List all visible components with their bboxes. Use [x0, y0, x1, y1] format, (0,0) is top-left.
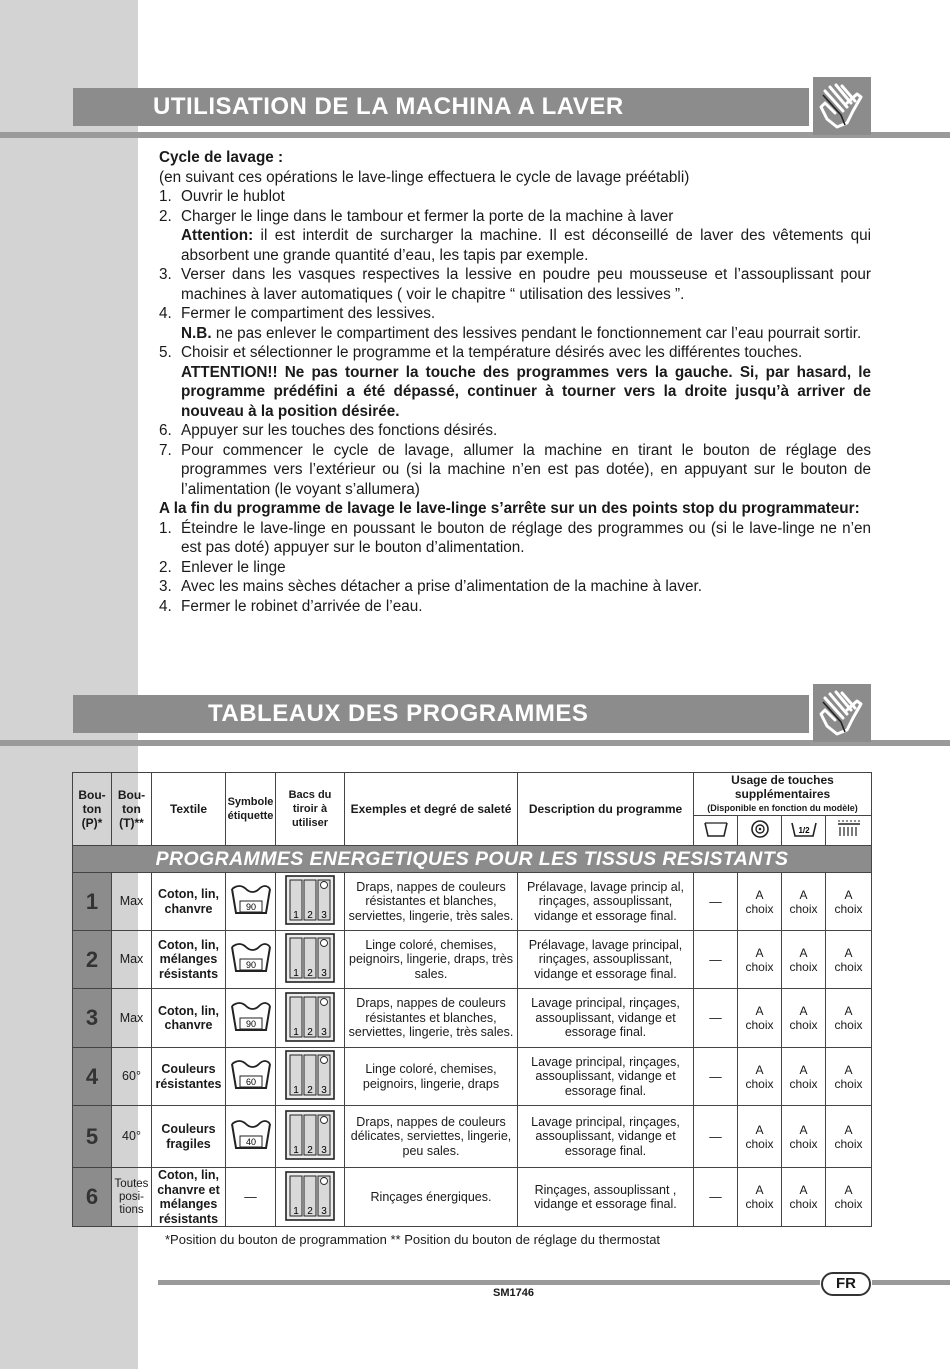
cycle-intro: (en suivant ces opérations le lave-linge effectuera le cycle de lavage préétabli)	[159, 168, 690, 186]
prewash-tub-icon	[694, 816, 738, 846]
detergent-tray-icon	[276, 873, 345, 931]
temperature-knob: Max	[112, 873, 152, 931]
footer-line	[872, 1280, 950, 1285]
textile-type: Coton, lin, chanvre	[152, 989, 226, 1048]
wash-temp-label: 60	[245, 1077, 256, 1087]
temperature-knob: Toutes posi-tions	[112, 1168, 152, 1227]
hand-icon	[813, 77, 871, 135]
programme-row	[73, 1106, 872, 1168]
detergent-tray-icon	[276, 931, 345, 989]
subtitle-cell: PROGRAMMES ENERGETIQUES POUR LES TISSUS RESISTANTS	[73, 846, 872, 873]
option-cell: A choix	[738, 873, 782, 931]
programme-description: Prélavage, lavage princip al, rinçages, assouplissant, vidange et essorage final.	[518, 873, 694, 931]
wash-temp-label: 90	[245, 960, 256, 970]
banner-underline	[0, 132, 950, 138]
wash-symbol-icon	[226, 1168, 276, 1227]
detergent-tray-icon	[276, 1048, 345, 1106]
section1-title: UTILISATION DE LA MACHINA A LAVER	[73, 88, 809, 126]
temperature-knob: Max	[112, 931, 152, 989]
textile-type: Coton, lin, mélanges résistants	[152, 931, 226, 989]
step: 6. Appuyer sur les touches des fonctions désirés.	[159, 422, 498, 439]
header-bouton-t: Bou-ton (T)**	[112, 773, 152, 846]
programme-description: Lavage principal, rinçages, assouplissant, vidange et essorage final.	[518, 1048, 694, 1106]
programme-row	[73, 1168, 872, 1227]
programme-table	[72, 772, 872, 1227]
dash-cell: —	[694, 1048, 738, 1106]
wash-temp-label: 90	[245, 902, 256, 912]
tray-label: 3	[321, 968, 327, 979]
tray-label: 1	[293, 968, 299, 979]
dash: —	[244, 1190, 257, 1204]
option-cell: A choix	[782, 1048, 826, 1106]
dash-cell: —	[694, 1168, 738, 1227]
end-heading: A la fin du programme de lavage le lave-linge s’arrête sur un des points stop du programmateur:	[159, 500, 860, 517]
examples: Rinçages énergiques.	[345, 1168, 518, 1227]
option-cell: A choix	[782, 1106, 826, 1168]
tray-label: 1	[293, 1085, 299, 1096]
end-step: 2. Enlever le linge	[159, 558, 286, 576]
end-step: 3. Avec les mains sèches détacher a prise d’alimentation de la machine à laver.	[159, 578, 702, 595]
option-cell: A choix	[826, 989, 872, 1048]
detergent-tray-icon	[276, 1106, 345, 1168]
header-usage	[694, 773, 872, 816]
detergent-tray-icon	[276, 989, 345, 1048]
wash-symbol-icon	[226, 989, 276, 1048]
wash-symbol-icon	[226, 873, 276, 931]
footer-line	[158, 1280, 820, 1285]
dash-cell: —	[694, 931, 738, 989]
programme-row	[73, 931, 872, 989]
textile-type: Coton, lin, chanvre et mélanges résistants	[152, 1168, 226, 1227]
step: 7. Pour commencer le cycle de lavage, allumer la machine en tirant le bouton de réglage des programmes vers l’extérieur ou (si la machine n’en est pas dotée), en appuyant sur le bouton de l’alimentation (le voyant s’allumera)	[159, 441, 871, 498]
textile-type: Couleurs fragiles	[152, 1106, 226, 1168]
cycle-heading: Cycle de lavage :	[159, 149, 284, 166]
wash-temp-label: 40	[245, 1137, 256, 1147]
usage-subtitle: (Disponible en fonction du modèle)	[707, 803, 858, 813]
programme-number: 2	[73, 931, 112, 989]
step: 2. Charger le linge dans le tambour et fermer la porte de la machine à laver Attention: il est interdit de surcharger la machine. Il est déconseillé de laver des vêtements qui absorbent une grande quantité d’eau, les tapis par exemple.	[159, 207, 871, 264]
option-cell: A choix	[738, 931, 782, 989]
half-load-icon	[782, 816, 826, 846]
textile-type: Coton, lin, chanvre	[152, 873, 226, 931]
end-step: 1. Éteindre le lave-linge en poussant le bouton de réglage des programmes ou (si le lave-linge ne n’en est pas doté) appuyer sur le bouton d’alimentation.	[159, 519, 871, 556]
temperature-knob: 60°	[112, 1048, 152, 1106]
tray-label: 1	[293, 910, 299, 921]
tray-label: 2	[307, 1145, 313, 1156]
header-textile: Textile	[152, 773, 226, 846]
header-description: Description du programme	[518, 773, 694, 846]
programme-row	[73, 989, 872, 1048]
half-load-label: 1/2	[797, 826, 810, 835]
tray-label: 3	[321, 1205, 327, 1217]
warning-text: ATTENTION!! Ne pas tourner la touche des programmes vers la gauche. Si, par hasard, le programme prédéfini a été dépassé, continuer à tourner vers la droite jusqu’à arriver de nouveau à la position désirée.	[181, 363, 871, 420]
header-symbole: Symbole étiquette	[226, 773, 276, 846]
tray-label: 1	[293, 1205, 299, 1217]
hand-icon	[813, 684, 871, 742]
banner-underline	[0, 740, 950, 746]
option-cell: A choix	[826, 1048, 872, 1106]
header-exemples: Exemples et degré de saleté	[345, 773, 518, 846]
spin-drum-icon	[738, 816, 782, 846]
section2-title: TABLEAUX DES PROGRAMMES	[73, 695, 809, 733]
end-step: 4. Fermer le robinet d’arrivée de l’eau.	[159, 597, 423, 615]
note-label: N.B.	[181, 324, 212, 342]
option-cell: A choix	[826, 931, 872, 989]
tray-label: 2	[307, 968, 313, 979]
footnote: *Position du bouton de programmation ** Position du bouton de réglage du thermostat	[165, 1232, 661, 1247]
programme-description: Prélavage, lavage principal, rinçages, assouplissant, vidange et essorage final.	[518, 931, 694, 989]
model-code: SM1746	[493, 1287, 534, 1299]
textile-type: Couleurs résistantes	[152, 1048, 226, 1106]
tray-label: 3	[321, 1085, 327, 1096]
tray-label: 2	[307, 1026, 313, 1038]
tray-label: 1	[293, 1026, 299, 1038]
programme-rows	[73, 873, 872, 1227]
programme-row	[73, 1048, 872, 1106]
dash-cell: —	[694, 873, 738, 931]
programme-number: 6	[73, 1168, 112, 1227]
option-cell: A choix	[826, 1168, 872, 1227]
temperature-knob: Max	[112, 989, 152, 1048]
option-cell: A choix	[826, 873, 872, 931]
wash-symbol-icon	[226, 1048, 276, 1106]
subtitle-row	[73, 846, 872, 873]
option-cell: A choix	[738, 1048, 782, 1106]
washing-instructions	[159, 148, 871, 616]
examples: Linge coloré, chemises, peignoirs, lingerie, draps, très sales.	[345, 931, 518, 989]
programme-description: Lavage principal, rinçages, assouplissant, vidange et essorage final.	[518, 989, 694, 1048]
language-badge: FR	[821, 1272, 871, 1296]
programme-number: 3	[73, 989, 112, 1048]
programme-description: Lavage principal, rinçages, assouplissant, vidange et essorage final.	[518, 1106, 694, 1168]
tray-label: 3	[321, 910, 327, 921]
wash-symbol-icon	[226, 931, 276, 989]
header-bacs: Bacs du tiroir à utiliser	[276, 773, 345, 846]
header-row	[73, 773, 872, 816]
programme-number: 5	[73, 1106, 112, 1168]
option-cell: A choix	[782, 873, 826, 931]
programme-row	[73, 873, 872, 931]
note-label: Attention:	[181, 227, 254, 244]
detergent-tray-icon	[276, 1168, 345, 1227]
option-cell: A choix	[782, 931, 826, 989]
examples: Draps, nappes de couleurs résistantes et blanches, serviettes, lingerie, très sales.	[345, 989, 518, 1048]
tray-label: 2	[307, 910, 313, 921]
tray-label: 2	[307, 1205, 313, 1217]
examples: Draps, nappes de couleurs délicates, serviettes, lingerie, peu sales.	[345, 1106, 518, 1168]
tray-label: 3	[321, 1145, 327, 1156]
wash-temp-label: 90	[245, 1018, 256, 1029]
dash-cell: —	[694, 989, 738, 1048]
step: 1. Ouvrir le hublot	[159, 188, 285, 205]
programme-number: 4	[73, 1048, 112, 1106]
step: 5. Choisir et sélectionner le programme et la température désirés avec les différentes touches. ATTENTION!! Ne pas tourner la touche des programmes vers la gauche. Si, par hasard, le programme prédéfini a été dépassé, continuer à tourner vers la droite jusqu’à arriver de nouveau à la position désirée.	[159, 344, 871, 420]
examples: Draps, nappes de couleurs résistantes et blanches, serviettes, lingerie, très sales.	[345, 873, 518, 931]
wash-symbol-icon	[226, 1106, 276, 1168]
step: 4. Fermer le compartiment des lessives. N.B. ne pas enlever le compartiment des lessives pendant le fonctionnement car l’eau pourrait sortir.	[159, 305, 862, 342]
option-cell: A choix	[782, 989, 826, 1048]
examples: Linge coloré, chemises, peignoirs, lingerie, draps	[345, 1048, 518, 1106]
header-bouton-p: Bou-ton (P)*	[73, 773, 112, 846]
usage-title: Usage de touches supplémentaires	[731, 773, 834, 801]
option-cell: A choix	[738, 1106, 782, 1168]
option-cell: A choix	[782, 1168, 826, 1227]
tray-label: 2	[307, 1085, 313, 1096]
step: 3. Verser dans les vasques respectives la lessive en poudre peu mousseuse et l’assouplissant pour machines à laver automatiques ( voir le chapitre “ utilisation des lessives ”.	[159, 266, 871, 303]
dash-cell: —	[694, 1106, 738, 1168]
programme-description: Rinçages, assouplissant , vidange et essorage final.	[518, 1168, 694, 1227]
programme-number: 1	[73, 873, 112, 931]
extra-rinse-icon	[826, 816, 872, 846]
option-cell: A choix	[738, 1168, 782, 1227]
temperature-knob: 40°	[112, 1106, 152, 1168]
option-cell: A choix	[826, 1106, 872, 1168]
option-cell: A choix	[738, 989, 782, 1048]
tray-label: 1	[293, 1145, 299, 1156]
tray-label: 3	[321, 1026, 327, 1038]
